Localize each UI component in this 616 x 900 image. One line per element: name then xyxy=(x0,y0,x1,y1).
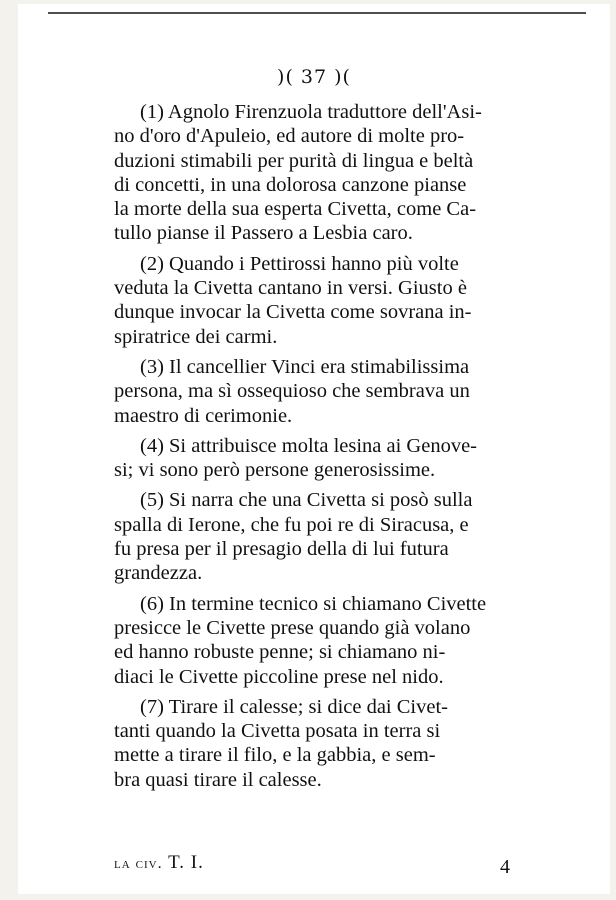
note-line: (1) Agnolo Firenzuola traduttore dell'Asi- xyxy=(140,101,482,123)
note-line: (2) Quando i Pettirossi hanno più volte xyxy=(140,252,459,275)
footnote-6 xyxy=(114,592,554,689)
note-line: ed hanno robuste penne; si chiamano ni- xyxy=(114,641,446,664)
note-line: (3) Il cancellier Vinci era stimabilissima xyxy=(140,355,470,378)
note-line: (4) Si attribuisce molta lesina ai Genove- xyxy=(140,434,478,457)
note-line: no d'oro d'Apuleio, ed autore di molte pro- xyxy=(114,125,465,148)
note-line: di concetti, in una dolorosa canzone pianse xyxy=(114,173,467,196)
note-line: presicce le Civette prese quando già volano xyxy=(114,616,471,639)
note-line: la morte della sua esperta Civetta, come Ca- xyxy=(114,198,477,221)
note-line: (6) In termine tecnico si chiamano Civette xyxy=(140,592,487,615)
footnote-3 xyxy=(114,355,554,428)
book-page xyxy=(18,4,610,894)
page-footer xyxy=(114,852,554,878)
gathering-number: 4 xyxy=(500,856,510,878)
note-line: (5) Si narra che una Civetta si posò sulla xyxy=(140,489,473,512)
note-line: bra quasi tirare il calesse. xyxy=(114,768,322,791)
footnote-2 xyxy=(114,252,554,349)
note-line: grandezza. xyxy=(114,562,203,585)
footnote-5 xyxy=(114,488,554,585)
note-line: si; vi sono però persone generosissime. xyxy=(114,459,436,482)
note-line: fu presa per il presagio della di lui futura xyxy=(114,538,449,561)
note-line: diaci le Civette piccoline prese nel nido. xyxy=(114,665,444,688)
note-line: (7) Tirare il calesse; si dice dai Civet- xyxy=(140,695,448,718)
note-line: maestro di cerimonie. xyxy=(114,404,293,427)
note-line: tanti quando la Civetta posata in terra si xyxy=(114,720,441,743)
note-line: duzioni stimabili per purità di lingua e beltà xyxy=(114,149,474,172)
note-line: mette a tirare il filo, e la gabbia, e sem- xyxy=(114,744,436,767)
note-line: dunque invocar la Civetta come sovrana in- xyxy=(114,301,472,324)
note-line: veduta la Civetta cantano in versi. Giusto è xyxy=(114,277,467,300)
footnotes xyxy=(114,100,554,798)
footnote-1 xyxy=(114,100,554,246)
signature-text: la civ. xyxy=(114,855,163,872)
footnote-4 xyxy=(114,434,554,483)
page-number: )( 37 )( xyxy=(277,66,351,88)
note-line: tullo pianse il Passero a Lesbia caro. xyxy=(114,222,413,245)
note-line: spalla di Ierone, che fu poi re di Siracusa, e xyxy=(114,513,469,536)
signature-volume: T. I. xyxy=(168,852,204,873)
top-edge-rule xyxy=(48,12,586,14)
note-line: spiratrice dei carmi. xyxy=(114,325,278,348)
footnote-7 xyxy=(114,695,554,792)
note-line: persona, ma sì ossequioso che sembrava un xyxy=(114,380,470,403)
signature-mark xyxy=(114,852,204,873)
